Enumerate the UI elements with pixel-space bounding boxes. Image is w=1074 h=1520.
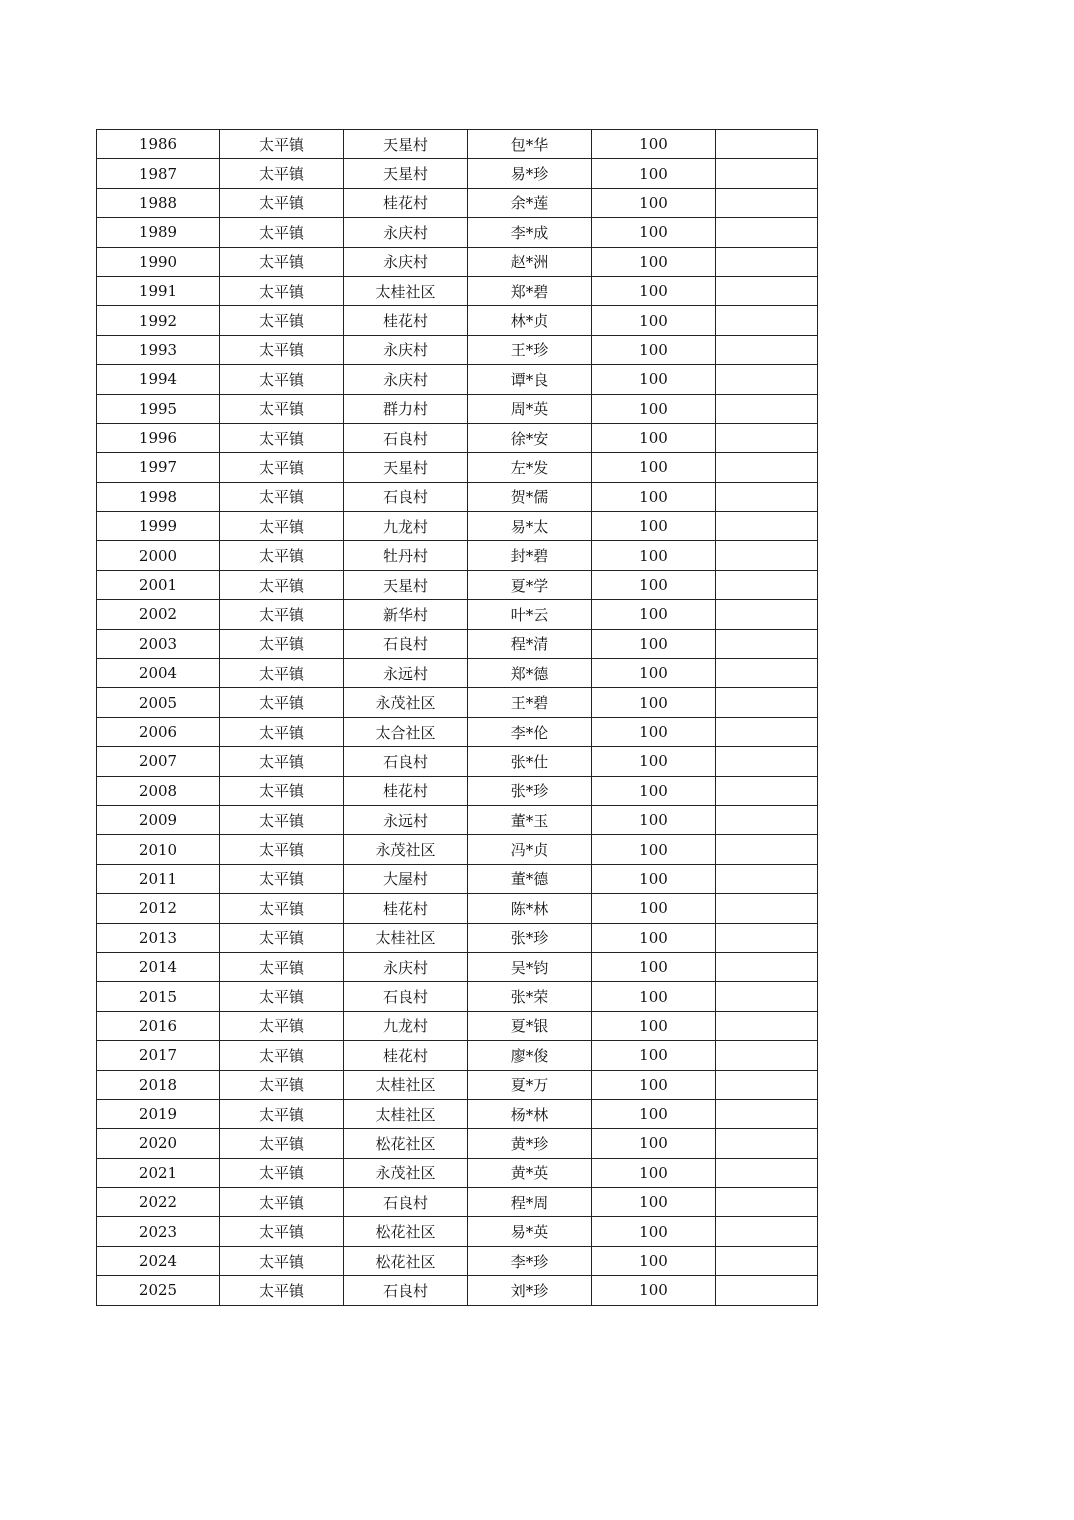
table-body	[97, 130, 818, 1306]
person-name-cell: 刘*珍	[468, 1276, 592, 1305]
amount-cell: 100	[592, 923, 716, 952]
person-name-cell: 郑*碧	[468, 276, 592, 305]
amount-cell: 100	[592, 835, 716, 864]
person-name-cell: 陈*林	[468, 894, 592, 923]
person-name-cell: 谭*良	[468, 365, 592, 394]
table-row	[97, 394, 818, 423]
village-cell: 永庆村	[344, 335, 468, 364]
note-cell	[716, 688, 818, 717]
village-cell: 永庆村	[344, 247, 468, 276]
amount-cell: 100	[592, 188, 716, 217]
note-cell	[716, 982, 818, 1011]
person-name-cell: 王*碧	[468, 688, 592, 717]
serial-number-cell: 2020	[97, 1129, 220, 1158]
amount-cell: 100	[592, 688, 716, 717]
table-row	[97, 541, 818, 570]
serial-number-cell: 2015	[97, 982, 220, 1011]
town-cell: 太平镇	[220, 423, 344, 452]
town-cell: 太平镇	[220, 1246, 344, 1275]
person-name-cell: 黄*英	[468, 1158, 592, 1187]
town-cell: 太平镇	[220, 276, 344, 305]
village-cell: 桂花村	[344, 894, 468, 923]
amount-cell: 100	[592, 805, 716, 834]
amount-cell: 100	[592, 1276, 716, 1305]
person-name-cell: 叶*云	[468, 600, 592, 629]
amount-cell: 100	[592, 453, 716, 482]
amount-cell: 100	[592, 894, 716, 923]
amount-cell: 100	[592, 130, 716, 159]
note-cell	[716, 365, 818, 394]
person-name-cell: 张*荣	[468, 982, 592, 1011]
table-row	[97, 482, 818, 511]
table-row	[97, 805, 818, 834]
person-name-cell: 冯*贞	[468, 835, 592, 864]
village-cell: 太合社区	[344, 717, 468, 746]
town-cell: 太平镇	[220, 188, 344, 217]
table-row	[97, 923, 818, 952]
table-row	[97, 130, 818, 159]
serial-number-cell: 1989	[97, 218, 220, 247]
serial-number-cell: 2006	[97, 717, 220, 746]
table-row	[97, 776, 818, 805]
person-name-cell: 余*莲	[468, 188, 592, 217]
village-cell: 石良村	[344, 1276, 468, 1305]
serial-number-cell: 2011	[97, 864, 220, 893]
table-row	[97, 1246, 818, 1275]
town-cell: 太平镇	[220, 1276, 344, 1305]
serial-number-cell: 2002	[97, 600, 220, 629]
village-cell: 石良村	[344, 747, 468, 776]
person-name-cell: 李*珍	[468, 1246, 592, 1275]
person-name-cell: 夏*学	[468, 570, 592, 599]
note-cell	[716, 1217, 818, 1246]
village-cell: 石良村	[344, 629, 468, 658]
serial-number-cell: 1991	[97, 276, 220, 305]
village-cell: 太桂社区	[344, 923, 468, 952]
person-name-cell: 廖*俊	[468, 1041, 592, 1070]
person-name-cell: 张*仕	[468, 747, 592, 776]
serial-number-cell: 1988	[97, 188, 220, 217]
note-cell	[716, 130, 818, 159]
person-name-cell: 张*珍	[468, 776, 592, 805]
table-row	[97, 1129, 818, 1158]
note-cell	[716, 600, 818, 629]
amount-cell: 100	[592, 864, 716, 893]
amount-cell: 100	[592, 306, 716, 335]
town-cell: 太平镇	[220, 600, 344, 629]
village-cell: 永茂社区	[344, 1158, 468, 1187]
village-cell: 永庆村	[344, 218, 468, 247]
note-cell	[716, 952, 818, 981]
village-cell: 石良村	[344, 423, 468, 452]
person-name-cell: 左*发	[468, 453, 592, 482]
table-row	[97, 276, 818, 305]
serial-number-cell: 1996	[97, 423, 220, 452]
note-cell	[716, 629, 818, 658]
note-cell	[716, 394, 818, 423]
data-table	[96, 129, 818, 1306]
serial-number-cell: 1995	[97, 394, 220, 423]
table-row	[97, 1070, 818, 1099]
amount-cell: 100	[592, 1099, 716, 1128]
note-cell	[716, 1158, 818, 1187]
note-cell	[716, 659, 818, 688]
amount-cell: 100	[592, 159, 716, 188]
serial-number-cell: 2005	[97, 688, 220, 717]
serial-number-cell: 2004	[97, 659, 220, 688]
amount-cell: 100	[592, 776, 716, 805]
village-cell: 永远村	[344, 659, 468, 688]
village-cell: 永庆村	[344, 952, 468, 981]
town-cell: 太平镇	[220, 952, 344, 981]
table-row	[97, 982, 818, 1011]
amount-cell: 100	[592, 1246, 716, 1275]
table-row	[97, 1188, 818, 1217]
serial-number-cell: 2022	[97, 1188, 220, 1217]
table-row	[97, 659, 818, 688]
serial-number-cell: 2025	[97, 1276, 220, 1305]
village-cell: 桂花村	[344, 188, 468, 217]
town-cell: 太平镇	[220, 482, 344, 511]
village-cell: 永远村	[344, 805, 468, 834]
amount-cell: 100	[592, 600, 716, 629]
person-name-cell: 程*周	[468, 1188, 592, 1217]
person-name-cell: 夏*银	[468, 1011, 592, 1040]
town-cell: 太平镇	[220, 1041, 344, 1070]
town-cell: 太平镇	[220, 659, 344, 688]
village-cell: 松花社区	[344, 1129, 468, 1158]
table-row	[97, 747, 818, 776]
person-name-cell: 王*珍	[468, 335, 592, 364]
village-cell: 天星村	[344, 453, 468, 482]
village-cell: 天星村	[344, 159, 468, 188]
amount-cell: 100	[592, 247, 716, 276]
town-cell: 太平镇	[220, 1188, 344, 1217]
serial-number-cell: 1997	[97, 453, 220, 482]
person-name-cell: 贺*儒	[468, 482, 592, 511]
serial-number-cell: 1992	[97, 306, 220, 335]
town-cell: 太平镇	[220, 1158, 344, 1187]
person-name-cell: 黄*珍	[468, 1129, 592, 1158]
table-row	[97, 335, 818, 364]
person-name-cell: 包*华	[468, 130, 592, 159]
person-name-cell: 易*太	[468, 512, 592, 541]
note-cell	[716, 1070, 818, 1099]
town-cell: 太平镇	[220, 365, 344, 394]
amount-cell: 100	[592, 276, 716, 305]
village-cell: 太桂社区	[344, 1070, 468, 1099]
amount-cell: 100	[592, 1041, 716, 1070]
amount-cell: 100	[592, 541, 716, 570]
table-row	[97, 629, 818, 658]
village-cell: 天星村	[344, 130, 468, 159]
person-name-cell: 徐*安	[468, 423, 592, 452]
town-cell: 太平镇	[220, 394, 344, 423]
town-cell: 太平镇	[220, 776, 344, 805]
person-name-cell: 杨*林	[468, 1099, 592, 1128]
amount-cell: 100	[592, 1217, 716, 1246]
amount-cell: 100	[592, 423, 716, 452]
town-cell: 太平镇	[220, 805, 344, 834]
village-cell: 桂花村	[344, 776, 468, 805]
amount-cell: 100	[592, 512, 716, 541]
person-name-cell: 林*贞	[468, 306, 592, 335]
town-cell: 太平镇	[220, 335, 344, 364]
table-row	[97, 453, 818, 482]
village-cell: 九龙村	[344, 1011, 468, 1040]
serial-number-cell: 2021	[97, 1158, 220, 1187]
table-row	[97, 864, 818, 893]
table-row	[97, 1276, 818, 1305]
serial-number-cell: 2001	[97, 570, 220, 599]
serial-number-cell: 2017	[97, 1041, 220, 1070]
serial-number-cell: 1999	[97, 512, 220, 541]
serial-number-cell: 1990	[97, 247, 220, 276]
note-cell	[716, 482, 818, 511]
town-cell: 太平镇	[220, 1070, 344, 1099]
amount-cell: 100	[592, 1070, 716, 1099]
note-cell	[716, 717, 818, 746]
town-cell: 太平镇	[220, 541, 344, 570]
village-cell: 大屋村	[344, 864, 468, 893]
note-cell	[716, 306, 818, 335]
note-cell	[716, 1099, 818, 1128]
town-cell: 太平镇	[220, 982, 344, 1011]
note-cell	[716, 570, 818, 599]
village-cell: 九龙村	[344, 512, 468, 541]
village-cell: 永茂社区	[344, 835, 468, 864]
serial-number-cell: 2018	[97, 1070, 220, 1099]
person-name-cell: 张*珍	[468, 923, 592, 952]
person-name-cell: 程*清	[468, 629, 592, 658]
amount-cell: 100	[592, 394, 716, 423]
serial-number-cell: 1998	[97, 482, 220, 511]
table-row	[97, 570, 818, 599]
note-cell	[716, 188, 818, 217]
serial-number-cell: 2016	[97, 1011, 220, 1040]
serial-number-cell: 2013	[97, 923, 220, 952]
serial-number-cell: 2009	[97, 805, 220, 834]
town-cell: 太平镇	[220, 717, 344, 746]
table-row	[97, 688, 818, 717]
note-cell	[716, 776, 818, 805]
serial-number-cell: 2014	[97, 952, 220, 981]
village-cell: 石良村	[344, 982, 468, 1011]
town-cell: 太平镇	[220, 130, 344, 159]
note-cell	[716, 835, 818, 864]
serial-number-cell: 1994	[97, 365, 220, 394]
town-cell: 太平镇	[220, 306, 344, 335]
town-cell: 太平镇	[220, 218, 344, 247]
serial-number-cell: 2003	[97, 629, 220, 658]
note-cell	[716, 276, 818, 305]
table-row	[97, 1217, 818, 1246]
table-row	[97, 188, 818, 217]
table-row	[97, 952, 818, 981]
table-row	[97, 1011, 818, 1040]
town-cell: 太平镇	[220, 864, 344, 893]
table-row	[97, 894, 818, 923]
person-name-cell: 赵*洲	[468, 247, 592, 276]
amount-cell: 100	[592, 952, 716, 981]
town-cell: 太平镇	[220, 1217, 344, 1246]
person-name-cell: 李*成	[468, 218, 592, 247]
village-cell: 永庆村	[344, 365, 468, 394]
note-cell	[716, 335, 818, 364]
amount-cell: 100	[592, 717, 716, 746]
person-name-cell: 董*玉	[468, 805, 592, 834]
table-row	[97, 835, 818, 864]
person-name-cell: 郑*德	[468, 659, 592, 688]
town-cell: 太平镇	[220, 453, 344, 482]
amount-cell: 100	[592, 1129, 716, 1158]
town-cell: 太平镇	[220, 1099, 344, 1128]
amount-cell: 100	[592, 482, 716, 511]
town-cell: 太平镇	[220, 835, 344, 864]
amount-cell: 100	[592, 365, 716, 394]
person-name-cell: 吴*钧	[468, 952, 592, 981]
note-cell	[716, 159, 818, 188]
town-cell: 太平镇	[220, 629, 344, 658]
note-cell	[716, 1011, 818, 1040]
amount-cell: 100	[592, 1188, 716, 1217]
serial-number-cell: 2010	[97, 835, 220, 864]
note-cell	[716, 923, 818, 952]
note-cell	[716, 1246, 818, 1275]
amount-cell: 100	[592, 982, 716, 1011]
table-row	[97, 600, 818, 629]
note-cell	[716, 1129, 818, 1158]
person-name-cell: 李*伦	[468, 717, 592, 746]
note-cell	[716, 894, 818, 923]
town-cell: 太平镇	[220, 1011, 344, 1040]
note-cell	[716, 423, 818, 452]
town-cell: 太平镇	[220, 159, 344, 188]
village-cell: 永茂社区	[344, 688, 468, 717]
amount-cell: 100	[592, 218, 716, 247]
town-cell: 太平镇	[220, 923, 344, 952]
town-cell: 太平镇	[220, 512, 344, 541]
serial-number-cell: 1993	[97, 335, 220, 364]
village-cell: 桂花村	[344, 1041, 468, 1070]
person-name-cell: 易*英	[468, 1217, 592, 1246]
note-cell	[716, 512, 818, 541]
note-cell	[716, 453, 818, 482]
note-cell	[716, 541, 818, 570]
village-cell: 松花社区	[344, 1217, 468, 1246]
amount-cell: 100	[592, 747, 716, 776]
table-row	[97, 247, 818, 276]
village-cell: 石良村	[344, 1188, 468, 1217]
table-row	[97, 1041, 818, 1070]
table-row	[97, 512, 818, 541]
note-cell	[716, 218, 818, 247]
note-cell	[716, 1041, 818, 1070]
serial-number-cell: 2019	[97, 1099, 220, 1128]
serial-number-cell: 2008	[97, 776, 220, 805]
note-cell	[716, 864, 818, 893]
table-row	[97, 306, 818, 335]
amount-cell: 100	[592, 1158, 716, 1187]
village-cell: 太桂社区	[344, 276, 468, 305]
table-row	[97, 717, 818, 746]
table-row	[97, 1099, 818, 1128]
note-cell	[716, 805, 818, 834]
town-cell: 太平镇	[220, 570, 344, 599]
town-cell: 太平镇	[220, 747, 344, 776]
note-cell	[716, 747, 818, 776]
serial-number-cell: 1986	[97, 130, 220, 159]
town-cell: 太平镇	[220, 1129, 344, 1158]
table-row	[97, 159, 818, 188]
village-cell: 石良村	[344, 482, 468, 511]
village-cell: 牡丹村	[344, 541, 468, 570]
town-cell: 太平镇	[220, 688, 344, 717]
note-cell	[716, 1276, 818, 1305]
amount-cell: 100	[592, 1011, 716, 1040]
village-cell: 太桂社区	[344, 1099, 468, 1128]
person-name-cell: 封*碧	[468, 541, 592, 570]
person-name-cell: 董*德	[468, 864, 592, 893]
person-name-cell: 周*英	[468, 394, 592, 423]
serial-number-cell: 2012	[97, 894, 220, 923]
town-cell: 太平镇	[220, 894, 344, 923]
amount-cell: 100	[592, 629, 716, 658]
amount-cell: 100	[592, 659, 716, 688]
serial-number-cell: 2007	[97, 747, 220, 776]
note-cell	[716, 247, 818, 276]
serial-number-cell: 2024	[97, 1246, 220, 1275]
note-cell	[716, 1188, 818, 1217]
serial-number-cell: 1987	[97, 159, 220, 188]
village-cell: 新华村	[344, 600, 468, 629]
village-cell: 群力村	[344, 394, 468, 423]
person-name-cell: 夏*万	[468, 1070, 592, 1099]
serial-number-cell: 2000	[97, 541, 220, 570]
table-row	[97, 365, 818, 394]
table-row	[97, 218, 818, 247]
village-cell: 松花社区	[344, 1246, 468, 1275]
amount-cell: 100	[592, 335, 716, 364]
table-row	[97, 423, 818, 452]
village-cell: 桂花村	[344, 306, 468, 335]
person-name-cell: 易*珍	[468, 159, 592, 188]
serial-number-cell: 2023	[97, 1217, 220, 1246]
table-row	[97, 1158, 818, 1187]
amount-cell: 100	[592, 570, 716, 599]
village-cell: 天星村	[344, 570, 468, 599]
town-cell: 太平镇	[220, 247, 344, 276]
